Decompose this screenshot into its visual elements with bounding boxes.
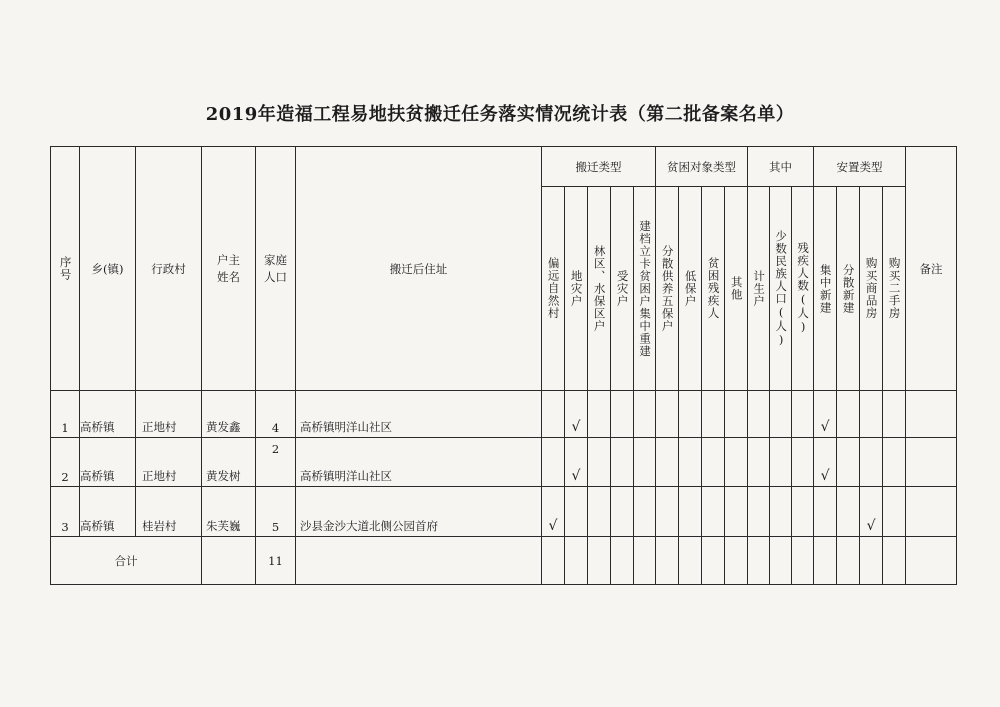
check-low xyxy=(679,487,702,537)
header-town: 乡(镇) xyxy=(80,147,136,391)
check-scattered xyxy=(656,487,679,537)
statistics-table xyxy=(50,146,957,585)
row-address: 高桥镇明洋山社区 xyxy=(296,391,542,438)
check-remote xyxy=(542,391,565,438)
check-minority xyxy=(770,438,792,487)
row-town: 高桥镇 xyxy=(80,487,136,537)
check-disabled-count xyxy=(792,487,814,537)
header-centralized: 集中新建 xyxy=(814,187,837,391)
row-householder: 黄发树 xyxy=(202,438,256,487)
header-disabled-count: 残疾人数(人) xyxy=(792,187,814,391)
table-row xyxy=(51,438,957,487)
check-disabled-poor xyxy=(702,438,725,487)
row-family-size: 5 xyxy=(256,487,296,537)
check-minority xyxy=(770,487,792,537)
row-town: 高桥镇 xyxy=(80,391,136,438)
header-remote: 偏远自然村 xyxy=(542,187,565,391)
check-other xyxy=(725,391,748,438)
check-centralized: √ xyxy=(814,391,837,438)
check-family-planning xyxy=(748,487,770,537)
check-disaster xyxy=(565,487,588,537)
check-second-hand xyxy=(883,391,906,438)
check-affected xyxy=(611,438,634,487)
row-town: 高桥镇 xyxy=(80,438,136,487)
total-family-size: 11 xyxy=(256,537,296,585)
header-village: 行政村 xyxy=(136,147,202,391)
check-second-hand xyxy=(883,438,906,487)
total-householder xyxy=(202,537,256,585)
row-remarks xyxy=(906,391,957,438)
document-title: 2019年造福工程易地扶贫搬迁任务落实情况统计表（第二批备案名单） xyxy=(205,104,795,125)
header-dispersed: 分散新建 xyxy=(837,187,860,391)
row-address: 沙县金沙大道北侧公园首府 xyxy=(296,487,542,537)
check-forest xyxy=(588,391,611,438)
header-scattered: 分散供养五保户 xyxy=(656,187,679,391)
check-disaster: √ xyxy=(565,438,588,487)
header-among: 其中 xyxy=(748,147,814,187)
check-second-hand xyxy=(883,487,906,537)
row-village: 正地村 xyxy=(136,391,202,438)
header-address: 搬迁后住址 xyxy=(296,147,542,391)
check-centralized xyxy=(814,487,837,537)
check-minority xyxy=(770,391,792,438)
row-householder: 朱芙巍 xyxy=(202,487,256,537)
header-second-hand: 购买二手房 xyxy=(883,187,906,391)
header-relocation-type: 搬迁类型 xyxy=(542,147,656,187)
row-remarks xyxy=(906,487,957,537)
check-commercial xyxy=(860,438,883,487)
check-disabled-count xyxy=(792,391,814,438)
row-village: 正地村 xyxy=(136,438,202,487)
check-affected xyxy=(611,391,634,438)
header-family-size: 家庭人口 xyxy=(256,147,296,391)
total-label: 合计 xyxy=(51,537,202,585)
header-registered: 建档立卡贫困户集中重建 xyxy=(634,187,656,391)
check-affected xyxy=(611,487,634,537)
check-forest xyxy=(588,438,611,487)
check-scattered xyxy=(656,438,679,487)
row-family-size: 2 xyxy=(256,438,296,487)
check-registered xyxy=(634,438,656,487)
header-family-planning: 计生户 xyxy=(748,187,770,391)
header-commercial: 购买商品房 xyxy=(860,187,883,391)
header-resettlement-type: 安置类型 xyxy=(814,147,906,187)
header-other: 其他 xyxy=(725,187,748,391)
row-remarks xyxy=(906,438,957,487)
check-dispersed xyxy=(837,487,860,537)
check-other xyxy=(725,487,748,537)
check-family-planning xyxy=(748,438,770,487)
table-row xyxy=(51,487,957,537)
check-other xyxy=(725,438,748,487)
header-affected: 受灾户 xyxy=(611,187,634,391)
header-row-groups xyxy=(51,147,957,187)
total-row xyxy=(51,537,957,585)
row-village: 桂岩村 xyxy=(136,487,202,537)
row-family-size: 4 xyxy=(256,391,296,438)
header-disabled-poor: 贫困残疾人 xyxy=(702,187,725,391)
check-dispersed xyxy=(837,438,860,487)
check-disaster: √ xyxy=(565,391,588,438)
check-family-planning xyxy=(748,391,770,438)
table-row xyxy=(51,391,957,438)
check-disabled-poor xyxy=(702,487,725,537)
check-registered xyxy=(634,391,656,438)
row-seq: 2 xyxy=(51,438,80,487)
header-poverty-type: 贫困对象类型 xyxy=(656,147,748,187)
header-low: 低保户 xyxy=(679,187,702,391)
total-remarks xyxy=(906,537,957,585)
check-forest xyxy=(588,487,611,537)
header-remarks: 备注 xyxy=(906,147,957,391)
row-address: 高桥镇明洋山社区 xyxy=(296,438,542,487)
row-seq: 3 xyxy=(51,487,80,537)
row-seq: 1 xyxy=(51,391,80,438)
check-remote: √ xyxy=(542,487,565,537)
check-dispersed xyxy=(837,391,860,438)
check-low xyxy=(679,391,702,438)
header-forest: 林区、水保区户 xyxy=(588,187,611,391)
check-remote xyxy=(542,438,565,487)
header-householder: 户主姓名 xyxy=(202,147,256,391)
check-scattered xyxy=(656,391,679,438)
header-seq: 序号 xyxy=(51,147,80,391)
check-commercial: √ xyxy=(860,487,883,537)
header-minority: 少数民族人口(人) xyxy=(770,187,792,391)
check-registered xyxy=(634,487,656,537)
check-disabled-poor xyxy=(702,391,725,438)
check-low xyxy=(679,438,702,487)
total-address xyxy=(296,537,542,585)
check-commercial xyxy=(860,391,883,438)
header-disaster: 地灾户 xyxy=(565,187,588,391)
check-disabled-count xyxy=(792,438,814,487)
row-householder: 黄发鑫 xyxy=(202,391,256,438)
check-centralized: √ xyxy=(814,438,837,487)
